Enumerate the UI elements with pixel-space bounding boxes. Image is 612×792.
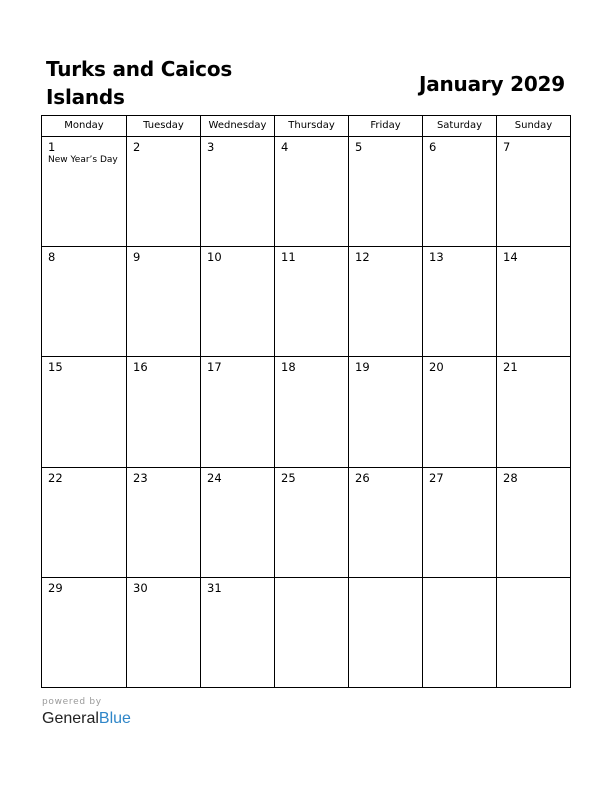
day-cell: [349, 357, 423, 467]
holiday-label: [349, 264, 422, 265]
day-number: 24: [207, 470, 222, 485]
holiday-label: [201, 374, 274, 375]
week-row-3: [42, 357, 571, 467]
day-cell: [275, 357, 349, 467]
holiday-label: [42, 485, 126, 486]
day-number: 6: [429, 140, 437, 154]
day-number: 28: [503, 470, 518, 485]
day-cell: [127, 357, 201, 467]
day-number: 23: [133, 470, 148, 485]
day-number: 12: [355, 250, 370, 265]
day-cell: [127, 467, 201, 577]
holiday-label: [497, 154, 570, 155]
country-title: Turks and Caicos Islands: [46, 57, 233, 109]
day-number: 3: [207, 140, 215, 154]
day-cell: [42, 247, 127, 357]
day-number: 5: [355, 140, 363, 154]
powered-by-label: powered by: [42, 697, 102, 707]
day-number: 26: [355, 470, 370, 485]
holiday-label: [275, 374, 348, 375]
weekday-sunday: Sunday: [497, 116, 571, 137]
weekday-header-row: [42, 116, 571, 137]
day-cell: [201, 247, 275, 357]
day-number: 14: [503, 250, 518, 265]
holiday-label: [42, 264, 126, 265]
holiday-label: [275, 581, 348, 582]
day-number: 19: [355, 360, 370, 375]
holiday-label: [201, 154, 274, 155]
brand-blue-text: Blue: [98, 710, 131, 727]
day-number: 15: [48, 360, 63, 375]
day-cell: [201, 467, 275, 577]
day-cell: [497, 137, 571, 247]
month-year-title: January 2029: [418, 72, 565, 96]
day-cell: [42, 357, 127, 467]
day-cell: [127, 137, 201, 247]
day-cell: [275, 577, 349, 687]
day-number: 25: [281, 470, 296, 485]
weekday-monday: Monday: [42, 116, 127, 137]
day-cell: [423, 247, 497, 357]
holiday-label: [349, 485, 422, 486]
holiday-label: [349, 154, 422, 155]
day-number: 8: [48, 250, 56, 265]
day-number: 29: [48, 580, 63, 595]
day-cell: [349, 137, 423, 247]
week-row-5: [42, 577, 571, 687]
day-cell: [42, 467, 127, 577]
holiday-label: [497, 264, 570, 265]
holiday-label: [127, 264, 200, 265]
day-cell: [275, 467, 349, 577]
brand-general-text: General: [42, 710, 99, 727]
holiday-label: [275, 264, 348, 265]
day-number: 18: [281, 360, 296, 375]
holiday-label: [127, 595, 200, 596]
day-number: 2: [133, 140, 141, 154]
holiday-label: [201, 595, 274, 596]
holiday-label: [201, 485, 274, 486]
holiday-label: [42, 595, 126, 596]
day-number: 17: [207, 360, 222, 375]
week-row-2: [42, 247, 571, 357]
day-cell: [423, 577, 497, 687]
week-row-1: [42, 137, 571, 247]
day-cell: [423, 137, 497, 247]
holiday-label: [423, 374, 496, 375]
day-number: 20: [429, 360, 444, 375]
holiday-label: [127, 154, 200, 155]
weekday-wednesday: Wednesday: [201, 116, 275, 137]
holiday-label: [275, 154, 348, 155]
day-number: 7: [503, 140, 511, 154]
day-number: 13: [429, 250, 444, 265]
day-number: 10: [207, 250, 222, 265]
day-cell: [349, 467, 423, 577]
holiday-label: [275, 485, 348, 486]
day-cell: [127, 247, 201, 357]
holiday-label: [497, 581, 570, 582]
holiday-label: [497, 485, 570, 486]
weekday-friday: Friday: [349, 116, 423, 137]
day-number: 30: [133, 580, 148, 595]
day-number: 1: [48, 140, 56, 154]
holiday-label: [42, 374, 126, 375]
day-cell: [42, 137, 127, 247]
holiday-label: [423, 581, 496, 582]
day-number: 21: [503, 360, 518, 375]
day-cell: [349, 247, 423, 357]
week-row-4: [42, 467, 571, 577]
calendar-grid: [41, 115, 571, 688]
holiday-label: [127, 374, 200, 375]
day-number: 9: [133, 250, 141, 265]
weekday-tuesday: Tuesday: [127, 116, 201, 137]
day-number: 16: [133, 360, 148, 375]
day-cell: [201, 577, 275, 687]
day-cell: [127, 577, 201, 687]
holiday-label: New Year’s Day: [48, 155, 118, 165]
day-cell: [42, 577, 127, 687]
day-cell: [349, 577, 423, 687]
day-cell: [497, 577, 571, 687]
day-number: 27: [429, 470, 444, 485]
day-number: 31: [207, 580, 222, 595]
weekday-saturday: Saturday: [423, 116, 497, 137]
holiday-label: [349, 581, 422, 582]
holiday-label: [201, 264, 274, 265]
footer-branding: [42, 697, 131, 729]
holiday-label: [423, 264, 496, 265]
holiday-label: [423, 154, 496, 155]
day-cell: [497, 357, 571, 467]
day-cell: [497, 247, 571, 357]
day-cell: [201, 137, 275, 247]
holiday-label: [423, 485, 496, 486]
day-cell: [423, 357, 497, 467]
day-number: 22: [48, 470, 63, 485]
holiday-label: [497, 374, 570, 375]
day-number: 4: [281, 140, 289, 154]
generalblue-logo: [42, 709, 131, 729]
holiday-label: [127, 485, 200, 486]
day-cell: [423, 467, 497, 577]
day-cell: [497, 467, 571, 577]
weekday-thursday: Thursday: [275, 116, 349, 137]
day-cell: [201, 357, 275, 467]
holiday-label: [349, 374, 422, 375]
day-cell: [275, 247, 349, 357]
day-cell: [275, 137, 349, 247]
day-number: 11: [281, 250, 296, 265]
